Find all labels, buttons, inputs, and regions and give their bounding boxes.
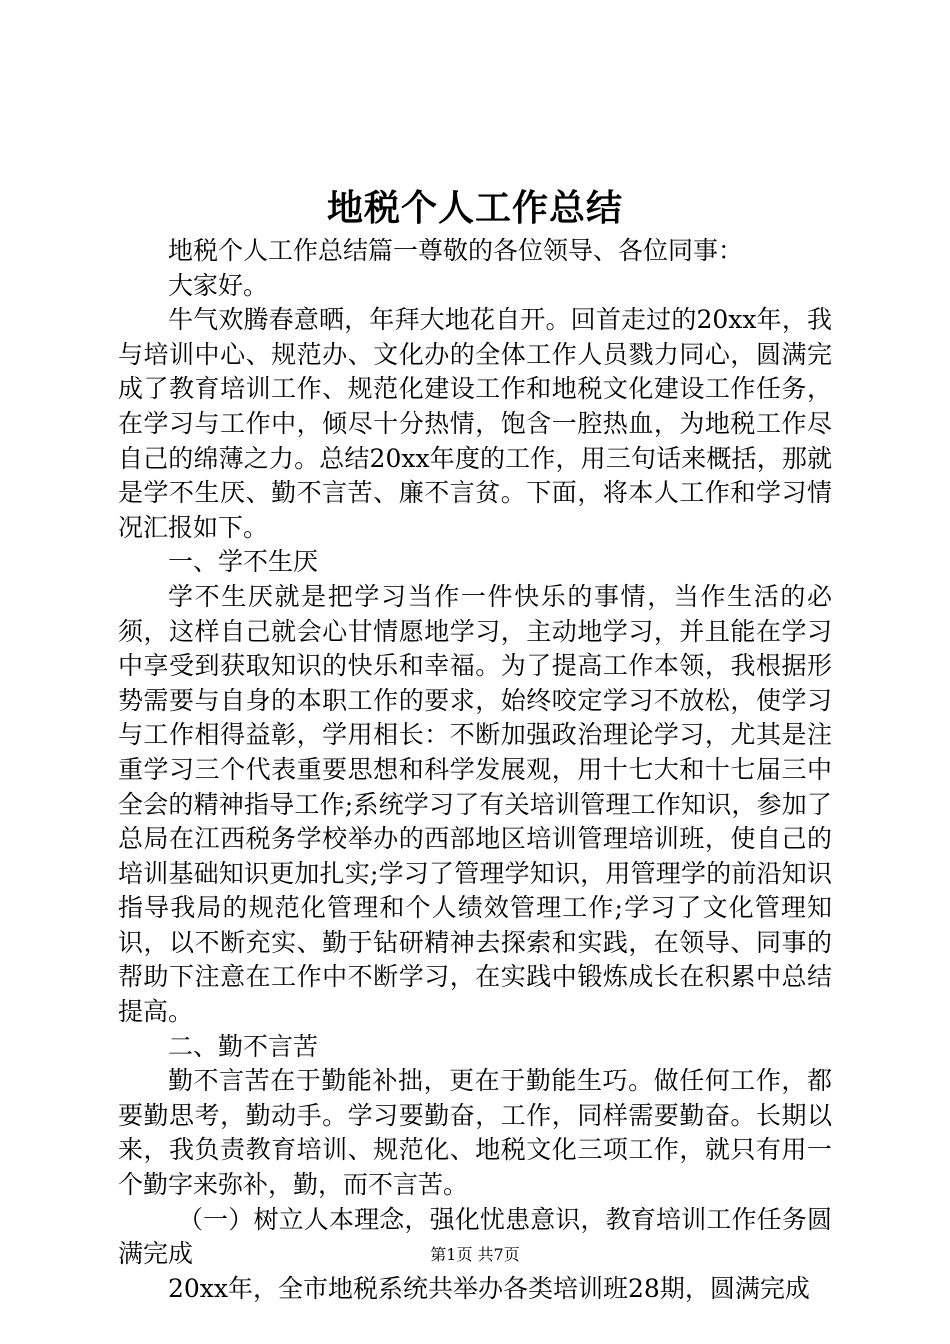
document-title: 地税个人工作总结: [326, 187, 623, 229]
section-heading-2: 二、勤不言苦: [168, 1031, 319, 1061]
paragraph-subsection-1: 20xx年，全市地税系统共举办各类培训班28期，圆满完成: [168, 1273, 810, 1303]
subsection-heading-1: （一）树立人本理念，强化忧患意识，教育培训工作任务圆满完成: [118, 1204, 832, 1269]
paragraph-section-1: 学不生厌就是把学习当作一件快乐的事情，当作生活的必须，这样自己就会心甘情愿地学习，主动地学习，并且能在学习中享受到获取知识的快乐和幸福。为了提高工作本领，我根据形势需要与自身的本职工作的要求，始终咬定学习不放松，使学习与工作相得益彰，学用相长：不断加强政治理论学习，尤其是注重学习三个代表重要思想和科学发展观，用十七大和十七届三中全会的精神指导工作;系统学习了有关培训管理工作知识，参加了总局在江西税务学校举办的西部地区培训管理培训班，使自己的培训基础知识更加扎实;学习了管理学知识，用管理学的前沿知识指导我局的规范化管理和个人绩效管理工作;学习了文化管理知识，以不断充实、勤于钻研精神去探索和实践，在领导、同事的帮助下注意在工作中不断学习，在实践中锻炼成长在积累中总结提高。: [118, 581, 832, 1027]
section-heading-1: 一、学不生厌: [168, 547, 319, 577]
paragraph-intro: 牛气欢腾春意晒，年拜大地花自开。回首走过的20xx年，我与培训中心、规范办、文化办的全体工作人员戮力同心，圆满完成了教育培训工作、规范化建设工作和地税文化建设工作任务，在学习与工作中，倾尽十分热情，饱含一腔热血，为地税工作尽自己的绵薄之力。总结20xx年度的工作，用三句话来概括，那就是学不生厌、勤不言苦、廉不言贫。下面，将本人工作和学习情况汇报如下。: [118, 305, 832, 542]
document-body: [118, 234, 832, 1306]
paragraph-hello: 大家好。: [168, 270, 269, 300]
paragraph-greeting: 地税个人工作总结篇一尊敬的各位领导、各位同事：: [168, 236, 744, 265]
page-footer: 第1页 共7页: [430, 1245, 520, 1264]
paragraph-section-2: 勤不言苦在于勤能补拙，更在于勤能生巧。做任何工作，都要勤思考，勤动手。学习要勤奋，工作，同样需要勤奋。长期以来，我负责教育培训、规范化、地税文化三项工作，就只有用一个勤字来弥补，勤，而不言苦。: [118, 1066, 832, 1200]
